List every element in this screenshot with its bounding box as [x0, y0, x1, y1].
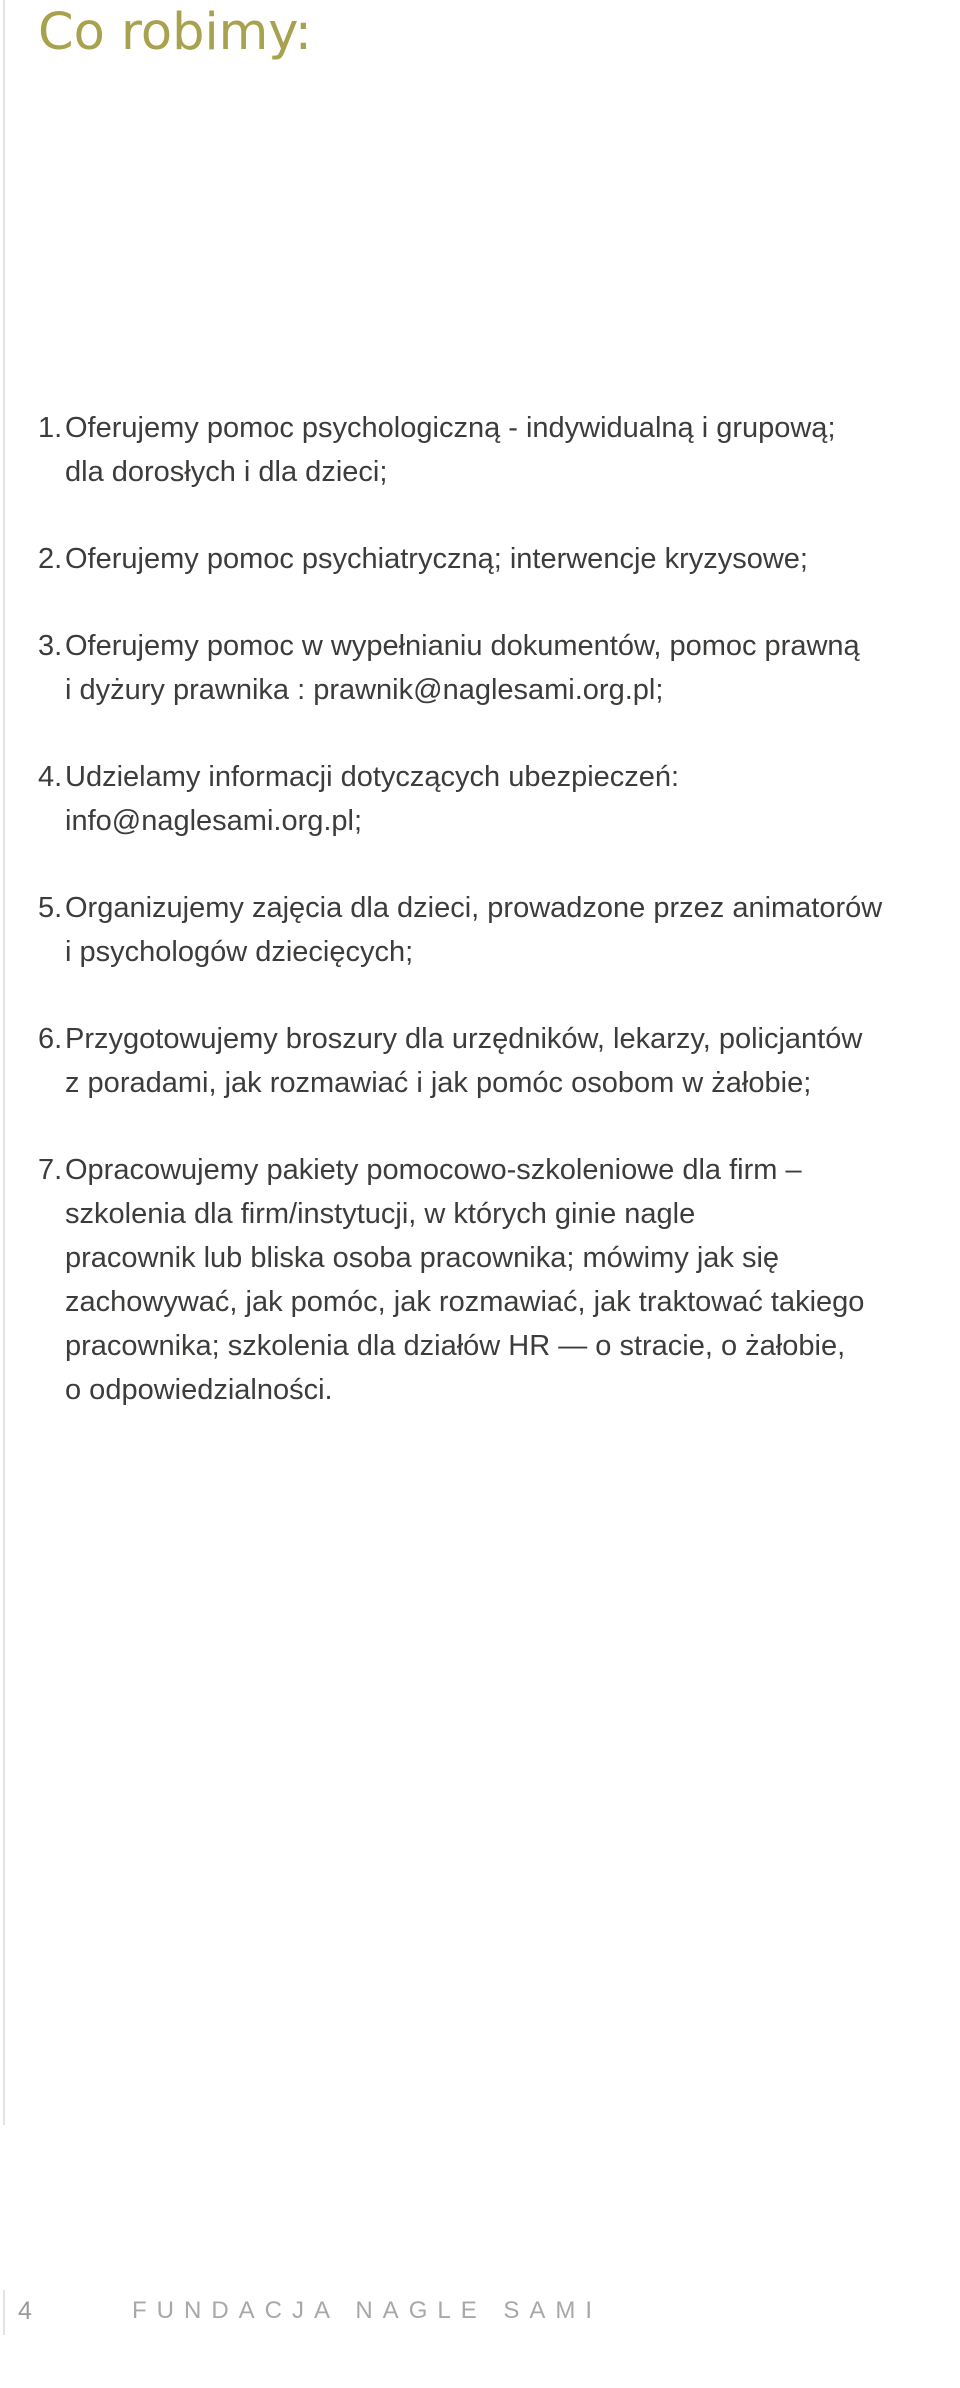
list-item-4 — [38, 755, 958, 843]
footer-rule — [3, 2290, 5, 2335]
list-item-number: 1. — [38, 412, 63, 444]
list-item-line: dla dorosłych i dla dzieci; — [65, 456, 388, 488]
list-item-line: Udzielamy informacji dotyczących ubezpieczeń: — [65, 761, 680, 793]
list-item-line: info@naglesami.org.pl; — [65, 805, 363, 837]
list-item-line: pracownika; szkolenia dla działów HR — o stracie, o żałobie, — [65, 1330, 846, 1362]
list-item-6 — [38, 1017, 958, 1105]
list-item-line: Przygotowujemy broszury dla urzędników, lekarzy, policjantów — [65, 1023, 863, 1055]
list-item-number: 3. — [38, 630, 63, 662]
list-item-number: 5. — [38, 892, 63, 924]
list-item-number: 6. — [38, 1023, 63, 1055]
list-item-line: Opracowujemy pakiety pomocowo-szkoleniowe dla firm – — [65, 1154, 802, 1186]
list-item-5 — [38, 886, 958, 974]
page-title: Co robimy: — [38, 3, 312, 62]
list-item-line: i dyżury prawnika : prawnik@naglesami.org.pl; — [65, 674, 664, 706]
footer-page-number: 4 — [18, 2297, 32, 2325]
list-item-number: 7. — [38, 1154, 63, 1186]
list-item-7 — [38, 1148, 958, 1412]
list-item-3 — [38, 624, 958, 712]
list-item-line: pracownik lub bliska osoba pracownika; mówimy jak się — [65, 1242, 780, 1274]
list-item-line: zachowywać, jak pomóc, jak rozmawiać, jak traktować takiego — [65, 1286, 865, 1318]
services-list — [38, 406, 958, 1455]
footer-organization-name: FUNDACJA NAGLE SAMI — [132, 2297, 603, 2324]
list-item-number: 4. — [38, 761, 63, 793]
list-item-line: Oferujemy pomoc psychologiczną - indywidualną i grupową; — [65, 412, 836, 444]
list-item-1 — [38, 406, 958, 494]
list-item-line: szkolenia dla firm/instytucji, w których ginie nagle — [65, 1198, 696, 1230]
list-item-2 — [38, 537, 958, 581]
list-item-line: o odpowiedzialności. — [65, 1374, 333, 1406]
list-item-number: 2. — [38, 543, 63, 575]
list-item-line: Oferujemy pomoc w wypełnianiu dokumentów, pomoc prawną — [65, 630, 860, 662]
list-item-line: Oferujemy pomoc psychiatryczną; interwencje kryzysowe; — [65, 543, 808, 575]
left-margin-rule — [3, 0, 5, 2125]
list-item-line: Organizujemy zajęcia dla dzieci, prowadzone przez animatorów — [65, 892, 883, 924]
list-item-line: z poradami, jak rozmawiać i jak pomóc osobom w żałobie; — [65, 1067, 812, 1099]
list-item-line: i psychologów dziecięcych; — [65, 936, 414, 968]
